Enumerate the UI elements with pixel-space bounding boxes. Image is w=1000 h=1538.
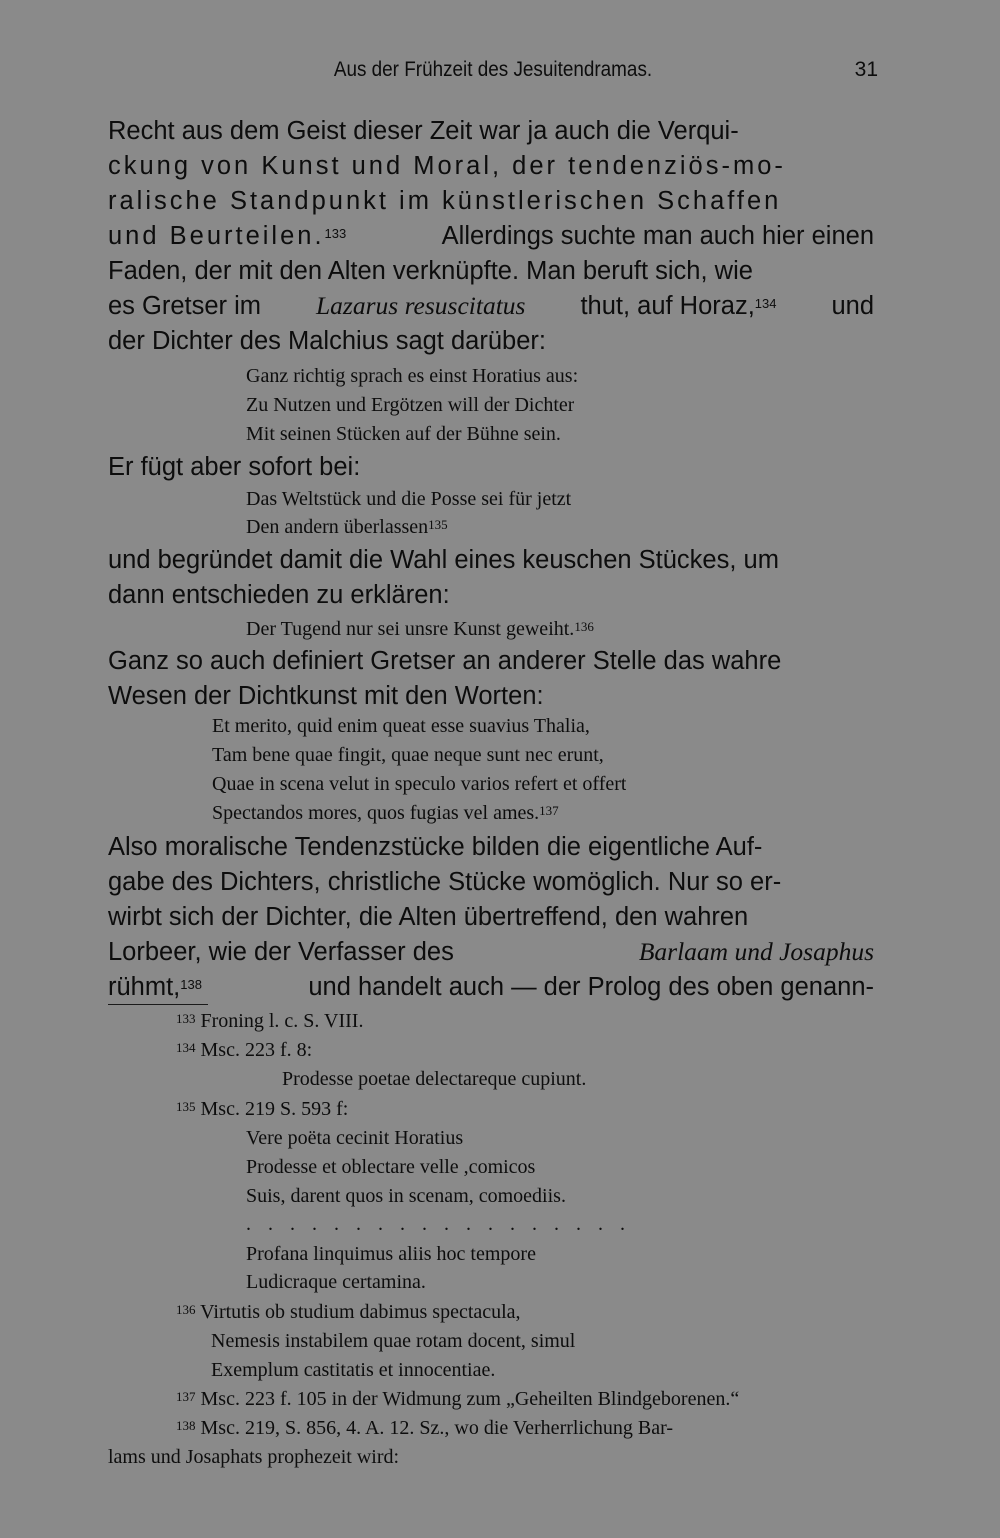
- body-line: [108, 450, 874, 484]
- footnote-quote: Ludicraque certamina.: [246, 1271, 426, 1293]
- footnote-quote: Prodesse poetae delectareque cupiunt.: [282, 1068, 587, 1090]
- verse-line: Das Weltstück und die Posse sei für jetzt: [246, 488, 572, 510]
- body-line: [108, 149, 874, 183]
- footnote-quote: Vere poëta cecinit Horatius: [246, 1127, 464, 1149]
- body-line: [108, 830, 874, 864]
- body-text-group: [580, 289, 776, 323]
- running-head: Aus der Frühzeit des Jesuitendramas.: [333, 58, 653, 81]
- footnote-ref: 136: [574, 619, 594, 634]
- footnote-number: 136: [176, 1302, 196, 1317]
- body-text: es Gretser im: [108, 292, 262, 320]
- page-header: [108, 52, 878, 88]
- footnote-text: Msc. 223 f. 8:: [200, 1039, 313, 1061]
- footnote: [176, 1385, 739, 1413]
- body-line: [108, 679, 874, 713]
- body-line: [108, 114, 874, 148]
- body-text: Recht aus dem Geist dieser Zeit war ja auch die Verqui-: [108, 117, 739, 145]
- body-line: [108, 865, 874, 899]
- footnote: [176, 1007, 363, 1035]
- body-text: Faden, der mit den Alten verknüpfte. Man beruft sich, wie: [108, 257, 753, 285]
- body-line: [108, 254, 874, 288]
- verse-line: Mit seinen Stücken auf der Bühne sein.: [246, 423, 561, 445]
- footnote: [176, 1298, 521, 1326]
- verse-text: Spectandos mores, quos fugias vel ames.: [212, 802, 540, 824]
- footnote-ref: 138: [180, 977, 202, 992]
- body-text: Ganz so auch definiert Gretser an anderer Stelle das wahre: [108, 647, 782, 675]
- footnote-text: Froning l. c. S. VIII.: [200, 1010, 364, 1032]
- footnote-number: 133: [176, 1011, 196, 1026]
- body-line: [108, 644, 874, 678]
- body-text: und: [831, 292, 874, 320]
- body-line: [108, 543, 874, 577]
- body-line: [108, 289, 874, 323]
- footnote-text: Msc. 219, S. 856, 4. A. 12. Sz., wo die Verherrlichung Bar-: [200, 1417, 674, 1439]
- footnote: [176, 1095, 348, 1123]
- body-text: ckung von Kunst und Moral, der tendenziös-mo-: [108, 152, 786, 180]
- footnote-quote: Nemesis instabilem quae rotam docent, simul: [211, 1330, 576, 1352]
- footnote-ref: 133: [324, 226, 347, 241]
- body-text: Wesen der Dichtkunst mit den Worten:: [108, 682, 544, 710]
- body-text: und begründet damit die Wahl eines keuschen Stückes, um: [108, 546, 779, 574]
- body-text-group: [108, 970, 202, 1004]
- verse-line: Tam bene quae fingit, quae neque sunt nec erunt,: [212, 744, 604, 766]
- work-title: Barlaam und Josaphus: [638, 937, 874, 966]
- footnote-number: 134: [176, 1040, 196, 1055]
- body-line: [108, 578, 874, 612]
- footnote-number: 138: [176, 1418, 196, 1433]
- body-text: gabe des Dichters, christliche Stücke womöglich. Nur so er-: [108, 868, 782, 896]
- body-text: wirbt sich der Dichter, die Alten übertreffend, den wahren: [108, 903, 749, 931]
- body-text: rühmt,: [108, 973, 181, 1001]
- verse-text: Den andern überlassen: [246, 516, 429, 538]
- footnote-quote: Prodesse et oblectare velle ,comicos: [246, 1156, 536, 1178]
- body-line: [108, 900, 874, 934]
- verse-line: [246, 513, 448, 541]
- footnote-text: Msc. 223 f. 105 in der Widmung zum „Geheilten Blindgeborenen.“: [200, 1388, 740, 1410]
- body-text: Er fügt aber sofort bei:: [108, 453, 361, 481]
- body-line: [108, 324, 874, 358]
- footnote: [176, 1036, 312, 1064]
- ellipsis-row: . . . . . . . . . . . . . . . . . .: [246, 1213, 631, 1235]
- body-text: Also moralische Tendenzstücke bilden die eigentliche Auf-: [108, 833, 763, 861]
- body-text: und handelt auch — der Prolog des oben genann-: [308, 973, 874, 1001]
- body-text: der Dichter des Malchius sagt darüber:: [108, 327, 546, 355]
- verse-line: Quae in scena velut in speculo varios refert et offert: [212, 773, 627, 795]
- verse-line: Et merito, quid enim queat esse suavius Thalia,: [212, 715, 590, 737]
- footnote-number: 137: [176, 1389, 196, 1404]
- footnote-quote: Suis, darent quos in scenam, comoediis.: [246, 1185, 566, 1207]
- footnote-text: Msc. 219 S. 593 f:: [200, 1098, 349, 1120]
- footnote-ref: 134: [754, 296, 777, 311]
- body-text-group: [108, 219, 346, 253]
- verse-line: [246, 615, 594, 643]
- body-text: dann entschieden zu erklären:: [108, 581, 450, 609]
- verse-line: Zu Nutzen und Ergötzen will der Dichter: [246, 394, 575, 416]
- footnote-rule: [108, 1004, 208, 1005]
- verse-text: Der Tugend nur sei unsre Kunst geweiht.: [246, 618, 575, 640]
- footnote-text: Virtutis ob studium dabimus spectacula,: [200, 1301, 521, 1323]
- verse-line: Ganz richtig sprach es einst Horatius aus:: [246, 365, 579, 387]
- body-text: Allerdings suchte man auch hier einen: [441, 222, 874, 250]
- body-text: Lorbeer, wie der Verfasser des: [108, 938, 454, 966]
- footnote-continuation: lams und Josaphats prophezeit wird:: [108, 1446, 400, 1468]
- verse-line: [212, 799, 559, 827]
- footnote: [176, 1414, 673, 1442]
- footnote-ref: 135: [428, 517, 448, 532]
- body-text: ralische Standpunkt im künstlerischen Schaffen: [108, 187, 782, 215]
- footnote-number: 135: [176, 1099, 196, 1114]
- footnote-ref: 137: [539, 803, 559, 818]
- work-title: Lazarus resuscitatus: [316, 291, 526, 320]
- body-line: [108, 184, 874, 218]
- page-number: 31: [854, 58, 878, 81]
- footnote-quote: Exemplum castitatis et innocentiae.: [211, 1359, 496, 1381]
- body-text: thut, auf Horaz,: [580, 292, 755, 320]
- footnote-quote: Profana linquimus aliis hoc tempore: [246, 1243, 536, 1265]
- body-text: und Beurteilen.: [108, 222, 325, 250]
- body-line: [108, 219, 874, 253]
- body-line: [108, 970, 874, 1004]
- body-line: [108, 935, 874, 969]
